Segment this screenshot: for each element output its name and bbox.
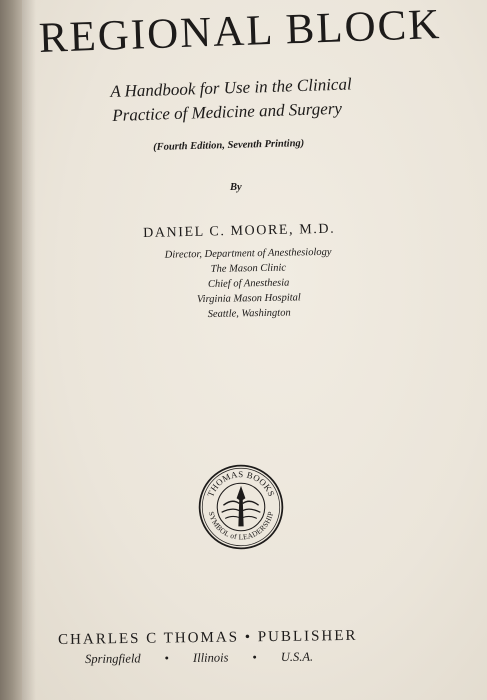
publisher-location — [85, 650, 313, 667]
page-gutter-shadow — [22, 0, 36, 700]
affiliation-line: Chief of Anesthesia — [207, 277, 290, 290]
by-line: By — [230, 182, 242, 193]
publisher-state: Illinois — [192, 650, 229, 665]
affiliation-line: The Mason Clinic — [210, 262, 287, 275]
publisher-country: U.S.A. — [280, 649, 314, 664]
subtitle-line-2: Practice of Medicine and Surgery — [112, 98, 343, 125]
subtitle-line-1: A Handbook for Use in the Clinical — [110, 74, 352, 101]
book-title: REGIONAL BLOCK — [38, 0, 443, 62]
publisher-line: CHARLES C THOMAS • PUBLISHER — [58, 627, 358, 648]
seal-text-bottom: SYMBOL of LEADERSHIP — [206, 510, 276, 542]
location-separator: • — [252, 650, 257, 665]
location-separator: • — [164, 651, 170, 666]
author-affiliations — [148, 245, 349, 323]
affiliation-line: Virginia Mason Hospital — [196, 292, 301, 306]
edition-note: (Fourth Edition, Seventh Printing) — [153, 138, 305, 153]
seal-text-top: THOMAS BOOKS — [205, 469, 277, 499]
thomas-books-seal-icon — [197, 463, 285, 551]
publisher-city: Springfield — [85, 651, 141, 666]
author-name: DANIEL C. MOORE, M.D. — [143, 221, 336, 241]
book-spine-edge — [0, 0, 22, 700]
seal-torch-icon — [222, 486, 261, 526]
affiliation-line: Director, Department of Anesthesiology — [164, 246, 332, 261]
affiliation-line: Seattle, Washington — [207, 307, 291, 320]
